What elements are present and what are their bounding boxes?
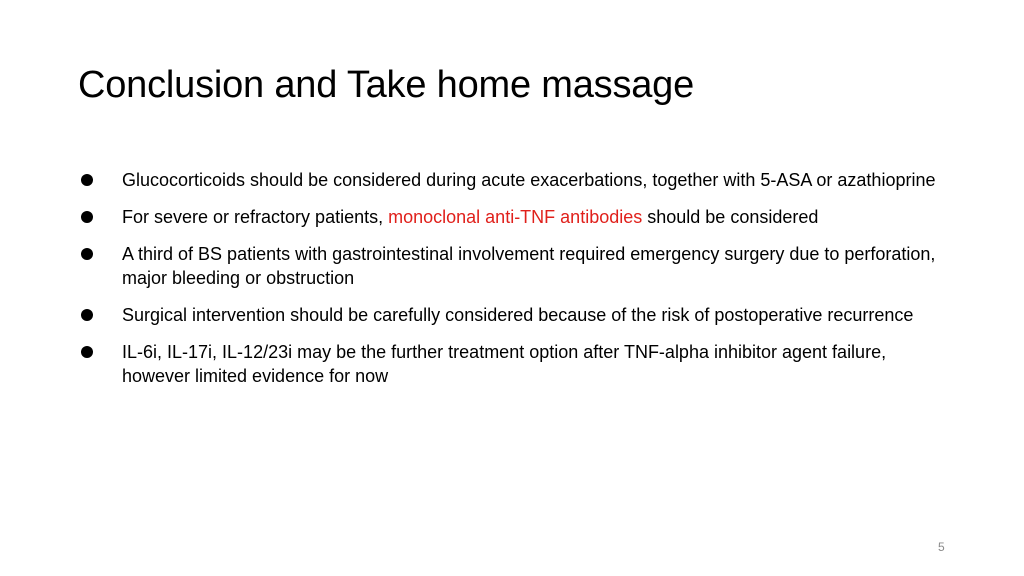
bullet-icon <box>81 174 93 186</box>
bullet-item-2 <box>78 205 958 229</box>
bullet-text: Surgical intervention should be carefully considered because of the risk of postoperative recurrence <box>122 305 914 325</box>
bullet-text: A third of BS patients with gastrointestinal involvement required emergency surgery due to perforation, major bleeding or obstruction <box>122 244 936 288</box>
highlighted-text: monoclonal anti-TNF antibodies <box>388 207 643 227</box>
bullet-text: For severe or refractory patients, <box>122 207 389 227</box>
bullet-icon <box>81 346 93 358</box>
slide-title: Conclusion and Take home massage <box>78 64 695 106</box>
bullet-item-3 <box>78 242 958 290</box>
bullet-item-4 <box>78 303 958 327</box>
bullet-list <box>78 168 958 401</box>
bullet-item-1 <box>78 168 958 192</box>
bullet-icon <box>81 211 93 223</box>
bullet-item-5 <box>78 340 958 388</box>
bullet-icon <box>81 309 93 321</box>
bullet-icon <box>81 248 93 260</box>
bullet-text-continued: should be considered <box>642 207 819 227</box>
page-number: 5 <box>938 540 945 554</box>
bullet-text: IL-6i, IL-17i, IL-12/23i may be the further treatment option after TNF-alpha inhibitor agent failure, however limited evidence for now <box>122 342 887 386</box>
bullet-text: Glucocorticoids should be considered during acute exacerbations, together with 5-ASA or azathioprine <box>122 170 936 190</box>
